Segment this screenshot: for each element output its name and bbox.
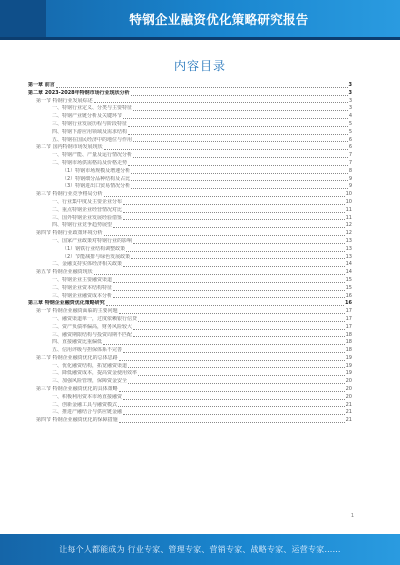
- toc-leader-dots: [119, 360, 345, 361]
- toc-entry[interactable]: [28, 215, 352, 223]
- toc-entry-label: 第四节 特钢企业融资优化的保障措施: [36, 417, 118, 424]
- toc-entry-label: 第二节 特钢企业融资优化的总体思路: [36, 354, 118, 361]
- toc-entry-page: 20: [345, 393, 352, 400]
- toc-leader-dots: [119, 422, 345, 423]
- toc-entry-label: （2）节能减排与绿色发展政策: [62, 253, 131, 260]
- toc-entry-label: 二、特钢产业链分析及关键环节: [52, 113, 123, 120]
- toc-entry-label: （3）特钢进出口贸易情况分析: [62, 183, 131, 190]
- report-title: 特钢企业融资优化策略研究报告: [129, 12, 309, 27]
- toc-entry-label: 二、重点特钢企业经营情况对比: [52, 206, 123, 213]
- toc-leader-dots: [131, 180, 348, 181]
- toc-entry-page: 18: [345, 339, 352, 346]
- toc-leader-dots: [133, 329, 345, 330]
- toc-entry-label: 二、特钢企业资本结构特征: [52, 284, 113, 291]
- toc-entry-label: （1）特钢市场规模及增速分析: [62, 167, 131, 174]
- toc-entry-label: 第一节 特钢行业发展综述: [36, 97, 93, 104]
- toc-leader-dots: [56, 87, 348, 88]
- footer-banner: [0, 534, 400, 565]
- toc-entry-label: （2）特钢细分品种结构及占比: [62, 175, 131, 182]
- toc-leader-dots: [131, 258, 344, 259]
- toc-entry[interactable]: [28, 238, 352, 246]
- toc-entry-page: 17: [345, 323, 352, 330]
- toc-entry-label: 四、特钢下游应用领域及需求结构: [52, 128, 128, 135]
- toc-entry-page: 5: [348, 128, 352, 135]
- toc-leader-dots: [128, 367, 345, 368]
- toc-entry-label: 三、融资期限结构与投资周期不匹配: [52, 331, 133, 338]
- toc-entry-page: 11: [345, 214, 352, 221]
- toc-entry-label: 二、降低融资成本，提高资金使用效率: [52, 370, 138, 377]
- toc-entry[interactable]: [28, 90, 352, 98]
- toc-entry-page: 9: [348, 175, 352, 182]
- toc-entry-page: 6: [348, 136, 352, 143]
- toc-entry[interactable]: [28, 409, 352, 417]
- toc-entry-page: 6: [348, 144, 352, 151]
- toc-entry-page: 20: [345, 378, 352, 385]
- toc-entry-page: 16: [345, 300, 352, 307]
- toc-entry-page: 5: [348, 120, 352, 127]
- toc-entry[interactable]: [28, 113, 352, 121]
- toc-entry[interactable]: [28, 98, 352, 106]
- toc-entry-page: 14: [345, 261, 352, 268]
- toc-leader-dots: [113, 297, 345, 298]
- toc-entry[interactable]: [28, 230, 352, 238]
- toc-entry[interactable]: [28, 207, 352, 215]
- toc-leader-dots: [128, 165, 348, 166]
- toc-entry[interactable]: [28, 254, 352, 262]
- toc-entry[interactable]: [28, 199, 352, 207]
- toc-entry-label: 一、国家产业政策对特钢行业的影响: [52, 237, 133, 244]
- toc-entry-page: 12: [345, 230, 352, 237]
- toc-leader-dots: [123, 219, 345, 220]
- header-accent-bar: [0, 0, 46, 40]
- toc-entry-label: 第二章 2023-2028年特钢市场行业现状分析: [28, 89, 130, 96]
- toc-leader-dots: [128, 383, 345, 384]
- toc-entry-label: 四、特钢行业竞争趋势展望: [52, 222, 113, 229]
- toc-entry-page: 4: [348, 113, 352, 120]
- toc-entry-page: 3: [348, 105, 352, 112]
- toc-entry-page: 13: [345, 253, 352, 260]
- toc-entry[interactable]: [28, 183, 352, 191]
- toc-entry[interactable]: [28, 82, 352, 90]
- toc-leader-dots: [133, 336, 345, 337]
- toc-entry[interactable]: [28, 176, 352, 184]
- toc-entry-page: 14: [345, 269, 352, 276]
- toc-entry-page: 3: [348, 97, 352, 104]
- toc-entry[interactable]: [28, 308, 352, 316]
- toc-leader-dots: [119, 391, 345, 392]
- toc-entry-label: （1）钢铁行业结构调整政策: [62, 245, 126, 252]
- toc-entry-label: 一、特钢企业主要融资渠道: [52, 276, 113, 283]
- toc-entry[interactable]: [28, 417, 352, 425]
- toc-entry-label: 三、特钢行业发展历程与阶段特征: [52, 120, 128, 127]
- toc-entry-page: 19: [345, 354, 352, 361]
- page-number: 1: [350, 513, 354, 519]
- toc-entry[interactable]: [28, 137, 352, 145]
- toc-entry[interactable]: [28, 144, 352, 152]
- toc-entry-page: 12: [345, 222, 352, 229]
- toc-entry-label: 第三章 特钢企业融资优化策略研究: [28, 300, 105, 307]
- toc-leader-dots: [104, 235, 345, 236]
- toc-leader-dots: [123, 399, 345, 400]
- toc-leader-dots: [113, 227, 345, 228]
- footer-slogan: 让每个人都能成为 行业专家、管理专家、营销专家、战略专家、运营专家……: [59, 545, 341, 554]
- toc-leader-dots: [94, 102, 348, 103]
- toc-entry-label: 三、加强风险管理，保障资金安全: [52, 378, 128, 385]
- toc-entry-label: 第四节 特钢行业政策环境分析: [36, 230, 103, 237]
- toc-entry[interactable]: [28, 293, 352, 301]
- toc-entry-label: 第一章 前言: [28, 82, 55, 88]
- toc-leader-dots: [123, 212, 345, 213]
- toc-entry-page: 15: [345, 276, 352, 283]
- toc-entry[interactable]: [28, 378, 352, 386]
- toc-entry-label: 一、特钢行业定义、分类与主要特征: [52, 105, 133, 112]
- toc-entry-page: 10: [345, 198, 352, 205]
- toc-entry-label: 一、特钢产能、产量及运行情况分析: [52, 152, 133, 159]
- toc-entry-label: 三、国外特钢企业发展经验借鉴: [52, 214, 123, 221]
- toc-entry-page: 9: [348, 183, 352, 190]
- toc-entry[interactable]: [28, 300, 352, 308]
- toc-leader-dots: [113, 282, 345, 283]
- toc-entry-label: 三、推进产融结合与供应链金融: [52, 409, 123, 416]
- toc-entry[interactable]: [28, 246, 352, 254]
- toc-entry-page: 17: [345, 308, 352, 315]
- toc-entry[interactable]: [28, 160, 352, 168]
- toc-entry-label: 第二节 国内特钢市场发展现状: [36, 144, 103, 151]
- toc-entry-label: 四、直接融资比重偏低: [52, 339, 103, 346]
- toc-leader-dots: [131, 173, 348, 174]
- toc-entry[interactable]: [28, 152, 352, 160]
- toc-entry[interactable]: [28, 285, 352, 293]
- toc-entry[interactable]: [28, 277, 352, 285]
- toc-entry-page: 21: [345, 409, 352, 416]
- toc-leader-dots: [106, 305, 344, 306]
- toc-entry-label: 五、特钢在国民经济中的地位与作用: [52, 136, 133, 143]
- toc-entry[interactable]: [28, 316, 352, 324]
- toc-leader-dots: [133, 243, 345, 244]
- toc-leader-dots: [138, 375, 345, 376]
- toc-entry-label: 一、行业集中度及主要企业分布: [52, 198, 123, 205]
- toc-entry[interactable]: [28, 105, 352, 113]
- toc-entry[interactable]: [28, 222, 352, 230]
- toc-entry-label: 第五节 特钢企业融资现状: [36, 269, 93, 276]
- toc-leader-dots: [126, 251, 344, 252]
- toc-entry-label: 二、金融支持实体经济相关政策: [52, 261, 123, 268]
- toc-leader-dots: [123, 204, 345, 205]
- toc-entry-label: 二、创新金融工具与融资模式: [52, 401, 118, 408]
- toc-entry-page: 19: [345, 362, 352, 369]
- toc-leader-dots: [104, 196, 345, 197]
- toc-entry-page: 3: [348, 89, 352, 96]
- toc-entry-page: 18: [345, 331, 352, 338]
- toc-entry-page: 8: [348, 167, 352, 174]
- toc-entry-page: 16: [345, 292, 352, 299]
- toc-entry-page: 7: [348, 152, 352, 159]
- toc-entry[interactable]: [28, 394, 352, 402]
- toc-entry-label: 一、优化融资结构，拓宽融资渠道: [52, 362, 128, 369]
- toc-entry[interactable]: [28, 121, 352, 129]
- toc-entry-label: 三、特钢企业融资成本分析: [52, 292, 113, 299]
- toc-entry[interactable]: [28, 129, 352, 137]
- toc-leader-dots: [103, 344, 345, 345]
- toc-entry[interactable]: [28, 386, 352, 394]
- toc-entry-page: 13: [345, 245, 352, 252]
- toc-leader-dots: [133, 141, 348, 142]
- toc-entry[interactable]: [28, 191, 352, 199]
- header-divider: [0, 37, 400, 40]
- toc-entry-page: 7: [348, 159, 352, 166]
- toc-entry[interactable]: [28, 324, 352, 332]
- toc-leader-dots: [94, 274, 345, 275]
- toc-entry[interactable]: [28, 402, 352, 410]
- toc-leader-dots: [123, 118, 348, 119]
- toc-leader-dots: [131, 95, 348, 96]
- toc-entry-label: 二、资产负债率偏高，财务风险较大: [52, 323, 133, 330]
- toc-leader-dots: [123, 352, 345, 353]
- toc-entry[interactable]: [28, 370, 352, 378]
- toc-leader-dots: [138, 321, 345, 322]
- toc-entry-page: 18: [345, 347, 352, 354]
- toc-heading: 内容目录: [173, 59, 226, 73]
- toc-entry-page: 3: [348, 82, 352, 88]
- toc-entry-label: 第一节 特钢企业融资面临的主要问题: [36, 308, 118, 315]
- toc-entry-page: 17: [345, 315, 352, 322]
- toc-entry-label: 一、积极利用资本市场直接融资: [52, 393, 123, 400]
- header-banner: [0, 0, 400, 40]
- toc-entry[interactable]: [28, 261, 352, 269]
- toc-leader-dots: [119, 313, 345, 314]
- toc-leader-dots: [113, 290, 345, 291]
- toc-leader-dots: [128, 126, 348, 127]
- toc-entry-page: 11: [345, 206, 352, 213]
- toc-leader-dots: [133, 110, 348, 111]
- toc-leader-dots: [118, 406, 345, 407]
- toc-entry-page: 21: [345, 401, 352, 408]
- toc-leader-dots: [123, 266, 345, 267]
- toc-entry[interactable]: [28, 168, 352, 176]
- toc-leader-dots: [133, 157, 348, 158]
- toc-leader-dots: [123, 414, 345, 415]
- toc-entry-label: 第三节 特钢行业竞争格局分析: [36, 191, 103, 198]
- toc-entry-label: 五、信用评级与担保体系不完善: [52, 347, 123, 354]
- toc-leader-dots: [128, 134, 348, 135]
- toc-entry[interactable]: [28, 347, 352, 355]
- table-of-contents: [28, 82, 352, 425]
- toc-entry[interactable]: [28, 355, 352, 363]
- toc-leader-dots: [104, 149, 348, 150]
- toc-entry[interactable]: [28, 339, 352, 347]
- toc-entry-label: 第三节 特钢企业融资优化的具体策略: [36, 386, 118, 393]
- toc-entry-label: 一、融资渠道单一，过度依赖银行信贷: [52, 315, 138, 322]
- toc-entry-page: 20: [345, 386, 352, 393]
- toc-entry-page: 10: [345, 191, 352, 198]
- toc-entry-page: 19: [345, 370, 352, 377]
- toc-entry-label: 二、特钢市场供需格局及价格走势: [52, 159, 128, 166]
- toc-entry[interactable]: [28, 363, 352, 371]
- toc-entry[interactable]: [28, 332, 352, 340]
- toc-entry-page: 21: [345, 417, 352, 424]
- toc-leader-dots: [131, 188, 348, 189]
- toc-entry-page: 15: [345, 284, 352, 291]
- toc-entry[interactable]: [28, 269, 352, 277]
- toc-entry-page: 13: [345, 237, 352, 244]
